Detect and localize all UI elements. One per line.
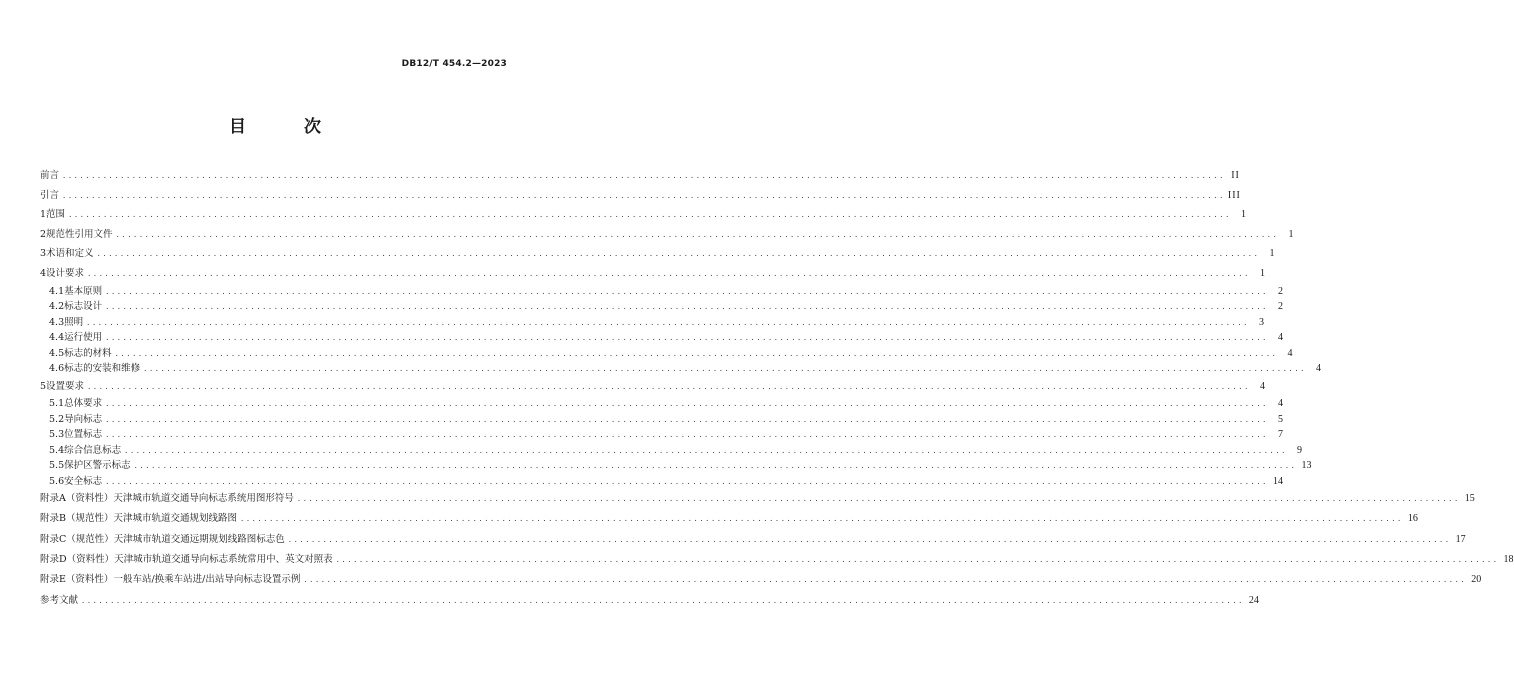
toc-entry-page: 1 [1269, 248, 1275, 260]
toc-entry-title: 保护区警示标志 [64, 460, 131, 472]
toc-entry-page: 14 [1273, 475, 1283, 487]
toc-entry-page: 7 [1278, 429, 1283, 441]
toc-entry[interactable] [40, 264, 1265, 284]
toc-leader-dots: ........................................................................................................................................................................................................ [62, 191, 1225, 200]
toc-entry-page: 17 [1455, 533, 1466, 545]
toc-entry-number: 附录B（规范性） [40, 513, 114, 525]
toc-entry-page: 1 [1288, 228, 1294, 240]
toc-entry[interactable] [40, 346, 1293, 362]
toc-entry-number: 4.2 [49, 301, 65, 313]
toc-entry[interactable] [40, 591, 1259, 611]
toc-leader-dots: ........................................................................................................................................................................................................ [68, 211, 1231, 220]
toc-leader-dots: ........................................................................................................................................................................................................ [62, 172, 1225, 180]
toc-entry-title: 设置要求 [46, 380, 85, 392]
toc-leader-dots: ........................................................................................................................................................................................................ [105, 287, 1268, 296]
toc-entry-number: 4.4 [49, 332, 65, 344]
toc-entry-title: 天津城市轨道交通规划线路图 [113, 513, 237, 525]
toc-entry-number: 1 [40, 209, 47, 221]
toc-title: 目 次 [229, 117, 347, 137]
toc-entry[interactable] [40, 550, 1514, 570]
toc-entry-title: 导向标志 [64, 413, 103, 425]
toc-entry-page: 18 [1503, 554, 1514, 566]
toc-entry[interactable] [40, 570, 1482, 590]
toc-entry-title: 基本原则 [64, 285, 103, 297]
toc-entry[interactable] [40, 530, 1466, 550]
toc-entry-number: 4.3 [49, 316, 65, 328]
toc-leader-dots: ........................................................................................................................................................................................................ [240, 515, 1403, 524]
toc-entry-page: 4 [1259, 380, 1265, 392]
toc-entry-page: 3 [1259, 316, 1264, 328]
toc-leader-dots: ........................................................................................................................................................................................................ [115, 230, 1279, 239]
toc-leader-dots: ........................................................................................................................................................................................................ [105, 431, 1268, 440]
toc-entry-title: 标志设计 [64, 301, 103, 313]
toc-leader-dots: ........................................................................................................................................................................................................ [105, 415, 1268, 424]
toc-entry[interactable] [40, 284, 1283, 300]
toc-entry-number: 附录D（资料性） [40, 554, 115, 566]
toc-entry-number: 5.2 [49, 413, 65, 425]
toc-entry-title: 总体要求 [64, 398, 103, 410]
toc-entry-title: 天津城市轨道交通远期规划线路图标志色 [113, 533, 285, 545]
toc-entry-number: 5.5 [49, 460, 65, 472]
toc-entry-number: 4.1 [49, 285, 65, 297]
toc-leader-dots: ........................................................................................................................................................................................................ [105, 400, 1268, 409]
toc-leader-dots: ........................................................................................................................................................................................................ [114, 349, 1278, 358]
toc-leader-dots: ........................................................................................................................................................................................................ [86, 318, 1249, 327]
toc-entry[interactable] [40, 474, 1283, 490]
toc-entry[interactable] [40, 166, 1240, 186]
document-code: DB12/T 454.2—2023 [401, 59, 507, 69]
toc-entry-title: 照明 [64, 316, 84, 328]
toc-entry-page: 9 [1297, 444, 1302, 456]
toc-entry[interactable] [40, 458, 1312, 474]
toc-entry-number: 4.5 [49, 347, 65, 359]
toc-entry-page: III [1227, 189, 1241, 201]
toc-leader-dots: ........................................................................................................................................................................................................ [105, 477, 1268, 486]
toc-entry-title: 规范性引用文件 [46, 228, 113, 240]
toc-entry[interactable] [40, 186, 1241, 206]
toc-entry[interactable] [40, 509, 1418, 529]
toc-entry-page: II [1231, 170, 1240, 181]
toc-entry[interactable] [40, 412, 1283, 428]
toc-entry-title: 参考文献 [40, 594, 79, 606]
toc-entry-title: 运行使用 [64, 332, 103, 344]
toc-leader-dots: ........................................................................................................................................................................................................ [143, 365, 1306, 374]
toc-entry-page: 16 [1407, 513, 1418, 525]
toc-entry[interactable] [40, 205, 1246, 225]
toc-entry-title: 术语和定义 [46, 248, 94, 260]
toc-entry-title: 位置标志 [64, 429, 103, 441]
toc-entry-number: 5.3 [49, 429, 65, 441]
toc-entry[interactable] [40, 443, 1302, 459]
toc-entry-page: 4 [1316, 363, 1321, 375]
toc-entry-title: 安全标志 [64, 475, 103, 487]
toc-entry-page: 2 [1278, 301, 1283, 313]
toc-leader-dots: ........................................................................................................................................................................................................ [335, 556, 1499, 565]
toc-entry-page: 4 [1287, 347, 1293, 359]
toc-entry-title: 设计要求 [46, 267, 85, 279]
toc-leader-dots: ........................................................................................................................................................................................................ [96, 250, 1260, 259]
toc-entry-number: 5.6 [49, 475, 65, 487]
toc-entry-number: 5.1 [49, 398, 65, 410]
toc-leader-dots: ........................................................................................................................................................................................................ [303, 576, 1467, 585]
toc-entry-page: 5 [1278, 413, 1283, 425]
toc-entry-number: 附录E（资料性） [40, 574, 114, 586]
toc-entry-page: 1 [1259, 267, 1265, 279]
toc-entry-page: 15 [1464, 493, 1475, 505]
toc-entry[interactable] [40, 396, 1283, 412]
toc-leader-dots: ........................................................................................................................................................................................................ [87, 269, 1250, 278]
toc-leader-dots: ........................................................................................................................................................................................................ [105, 334, 1268, 343]
toc-entry-title: 引言 [40, 189, 60, 201]
toc-leader-dots: ........................................................................................................................................................................................................ [296, 495, 1460, 504]
toc-entry[interactable] [40, 315, 1264, 331]
toc-leader-dots: ........................................................................................................................................................................................................ [287, 535, 1451, 544]
toc-entry-title: 天津城市轨道交通导向标志系统用图形符号 [113, 493, 294, 505]
toc-entry-number: 附录C（规范性） [40, 533, 114, 545]
toc-entry-page: 24 [1248, 594, 1259, 606]
toc-entry-page: 4 [1278, 332, 1283, 344]
toc-entry-title: 标志的安装和维修 [64, 363, 141, 375]
toc-leader-dots: ........................................................................................................................................................................................................ [81, 596, 1244, 605]
toc-entry-title: 范围 [46, 209, 66, 221]
toc-entry-page: 4 [1278, 398, 1283, 410]
toc-entry[interactable] [40, 427, 1283, 443]
toc-entry-title: 标志的材料 [64, 347, 112, 359]
toc-entry[interactable] [40, 299, 1283, 315]
toc-entry-number: 5 [40, 380, 47, 392]
toc-entry[interactable] [40, 377, 1265, 397]
toc-entry-number: 4.6 [49, 363, 65, 375]
toc-entry-page: 1 [1240, 209, 1246, 221]
toc-entry-title: 一般车站/换乘车站进/出站导向标志设置示例 [113, 574, 301, 586]
toc-entry-number: 4 [40, 267, 47, 279]
toc-entry-title: 综合信息标志 [64, 444, 122, 456]
toc-entry[interactable] [40, 489, 1475, 509]
table-of-contents [40, 166, 1514, 611]
toc-leader-dots: ........................................................................................................................................................................................................ [133, 462, 1297, 471]
toc-entry-number: 3 [40, 248, 47, 260]
toc-entry[interactable] [40, 225, 1294, 245]
toc-entry[interactable] [40, 361, 1321, 377]
toc-leader-dots: ........................................................................................................................................................................................................ [87, 382, 1250, 391]
toc-entry-page: 2 [1278, 285, 1283, 297]
toc-entry-number: 2 [40, 228, 47, 240]
toc-entry-page: 20 [1471, 574, 1482, 586]
toc-entry-title: 天津城市轨道交通导向标志系统常用中、英文对照表 [114, 554, 333, 566]
toc-entry-page: 13 [1301, 460, 1312, 472]
toc-entry-number: 附录A（资料性） [40, 493, 114, 505]
toc-leader-dots: ........................................................................................................................................................................................................ [124, 446, 1287, 455]
toc-entry[interactable] [40, 330, 1283, 346]
toc-entry-number: 5.4 [49, 444, 65, 456]
toc-entry[interactable] [40, 244, 1275, 264]
toc-entry-title: 前言 [40, 170, 60, 181]
toc-leader-dots: ........................................................................................................................................................................................................ [105, 303, 1268, 312]
